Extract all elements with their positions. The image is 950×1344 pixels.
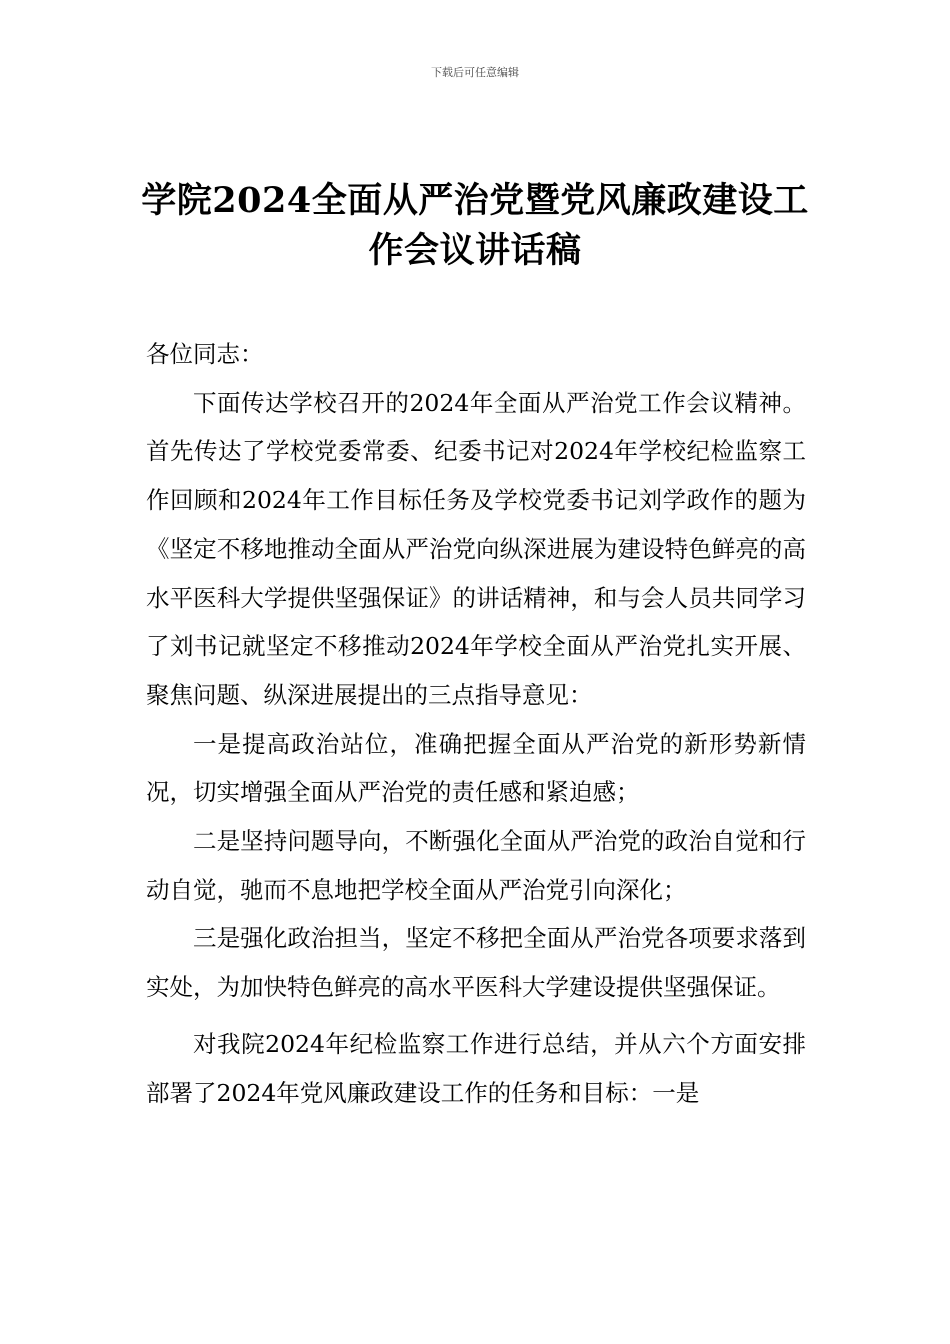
salutation: 各位同志：: [146, 340, 264, 368]
document-title: 学院2024全面从严治党暨党风廉政建设工作会议讲话稿: [141, 180, 809, 271]
paragraph-point-two: 二是坚持问题导向，不断强化全面从严治党的政治自觉和行动自觉，驰而不息地把学校全面从严治党引向深化；: [146, 827, 806, 904]
paragraph-intro: 下面传达学校召开的2024年全面从严治党工作会议精神。首先传达了学校党委常委、纪委书记对2024年学校纪检监察工作回顾和2024年工作目标任务及学校党委书记刘学政作的题为《坚定不移地推动全面从严治党向纵深进展为建设特色鲜亮的高水平医科大学提供坚强保证》的讲话精神，和与会人员共同学习了刘书记就坚定不移推动2024年学校全面从严治党扎实开展、聚焦问题、纵深进展提出的三点指导意见：: [146, 388, 806, 709]
paragraph-summary: 对我院2024年纪检监察工作进行总结，并从六个方面安排部署了2024年党风廉政建设工作的任务和目标：一是: [146, 1029, 806, 1107]
header-note: 下载后可任意编辑: [431, 66, 519, 79]
paragraph-point-three: 三是强化政治担当，坚定不移把全面从严治党各项要求落到实处，为加快特色鲜亮的高水平医科大学建设提供坚强保证。: [146, 924, 806, 1002]
paragraph-point-one: 一是提高政治站位，准确把握全面从严治党的新形势新情况，切实增强全面从严治党的责任感和紧迫感；: [146, 729, 806, 807]
document-body: [146, 330, 806, 1117]
